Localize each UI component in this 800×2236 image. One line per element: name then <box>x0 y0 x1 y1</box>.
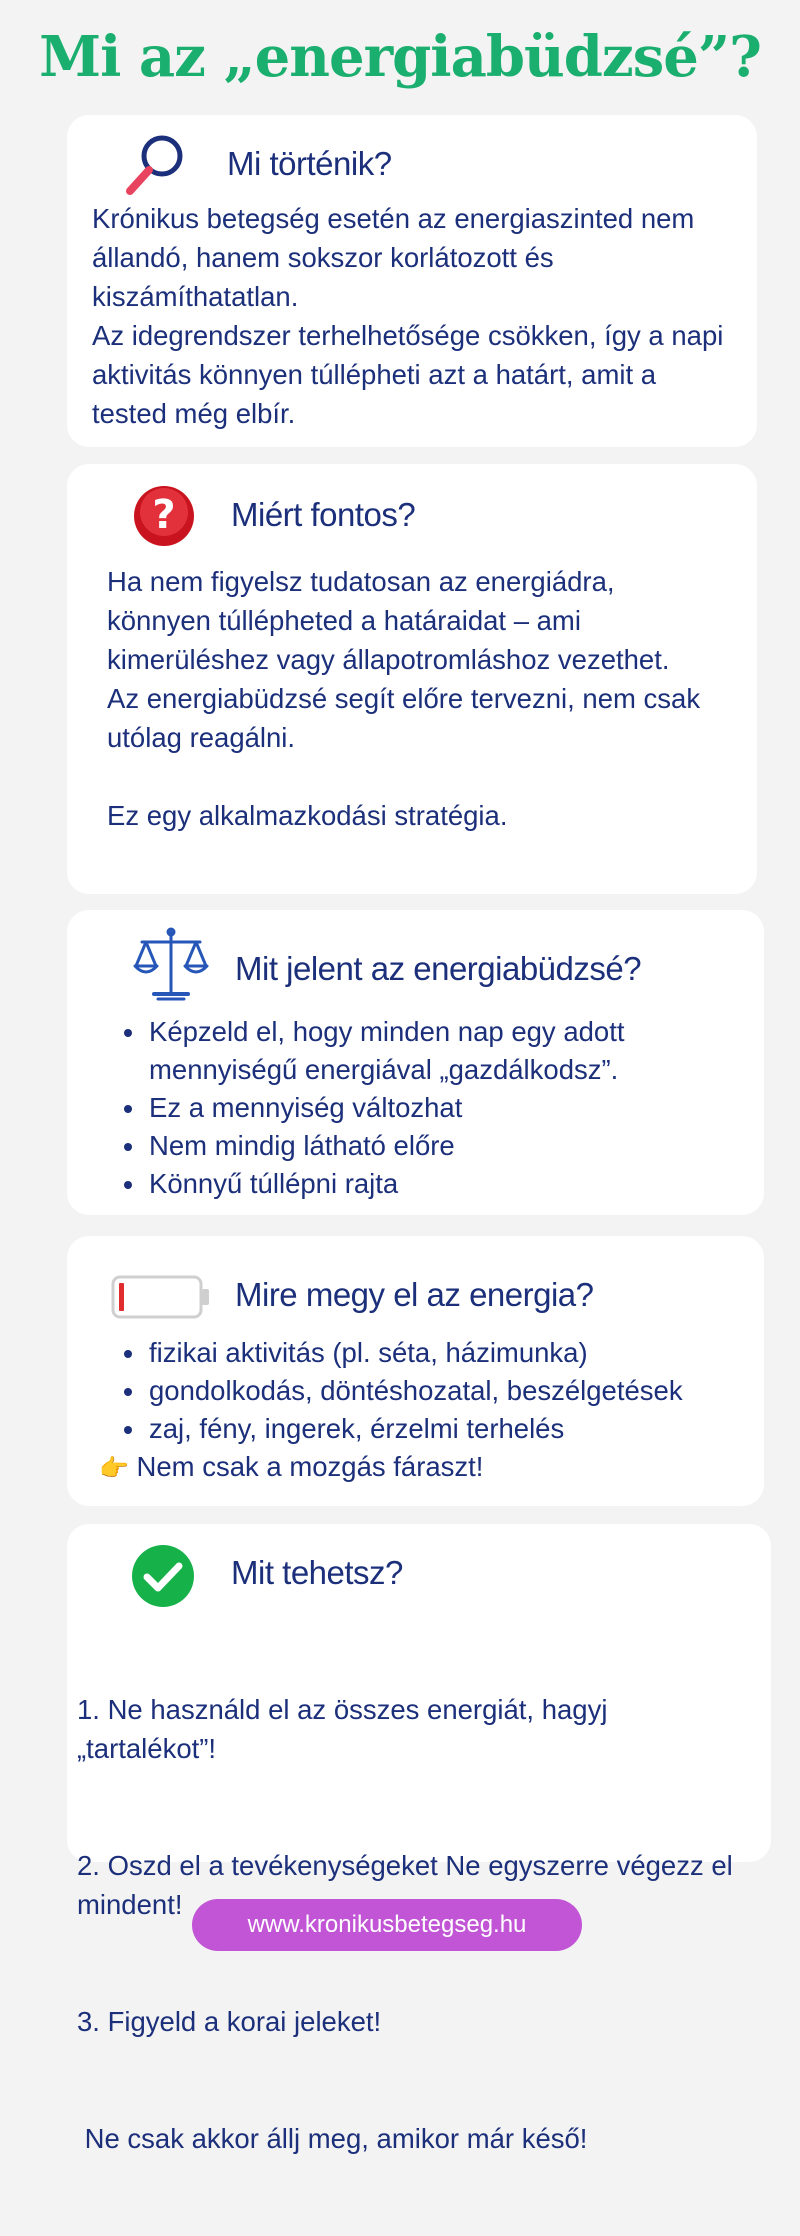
list-item: • zaj, fény, ingerek, érzelmi terhelés <box>147 1410 787 1448</box>
low-battery-icon <box>111 1274 211 1320</box>
list-item: • Nem mindig látható előre <box>147 1127 747 1165</box>
numbered-item: Ne csak akkor állj meg, amikor már késő! <box>77 2123 588 2154</box>
card-heading: Miért fontos? <box>231 496 416 533</box>
card-why-important <box>67 464 757 894</box>
bullet-list <box>117 1334 787 1448</box>
check-circle-icon <box>131 1544 195 1608</box>
paragraph: Az energiabüdzsé segít előre tervezni, nem csak utólag reagálni. <box>107 683 701 753</box>
card-heading: Mi történik? <box>227 145 392 182</box>
card-heading: Mire megy el az energia? <box>235 1276 594 1313</box>
list-item: • fizikai aktivitás (pl. séta, házimunka) <box>147 1334 787 1372</box>
balance-scale-icon <box>132 924 210 1002</box>
numbered-item: 1. Ne használd el az összes energiát, hagyj „tartalékot”! <box>77 1694 616 1764</box>
svg-text:?: ? <box>152 492 176 538</box>
card-what-happens <box>67 115 757 447</box>
card-body <box>107 562 717 835</box>
paragraph: Ez egy alkalmazkodási stratégia. <box>107 800 508 831</box>
list-item: • Könnyű túllépni rajta <box>147 1165 747 1203</box>
magnifier-icon <box>122 133 184 199</box>
list-item: • Ez a mennyiség változhat <box>147 1089 747 1127</box>
card-what-it-means <box>67 910 764 1215</box>
list-item: • Képzeld el, hogy minden nap egy adott mennyiségű energiával „gazdálkodsz”. <box>147 1013 747 1089</box>
card-heading: Mit jelent az energiabüdzsé? <box>235 950 642 987</box>
note <box>99 1448 483 1488</box>
card-body <box>92 199 732 433</box>
numbered-item: 2. Oszd el a tevékenységeket Ne egyszerre végezz el mindent! <box>77 1850 741 1920</box>
paragraph: Ha nem figyelsz tudatosan az energiádra, könnyen túllépheted a határaidat – ami kimerüléshez vagy állapotromláshoz vezethet. <box>107 566 670 675</box>
pointing-hand-icon: 👉 <box>99 1455 129 1482</box>
list-item: • gondolkodás, döntéshozatal, beszélgetések <box>147 1372 787 1410</box>
note-text: Nem csak a mozgás fáraszt! <box>136 1451 484 1482</box>
website-link[interactable]: www.kronikusbetegseg.hu <box>192 1899 582 1951</box>
card-heading: Mit tehetsz? <box>231 1554 403 1591</box>
paragraph: Krónikus betegség esetén az energiaszinted nem állandó, hanem sokszor korlátozott és kiszámíthatatlan. <box>92 203 695 312</box>
numbered-item: 3. Figyeld a korai jeleket! <box>77 2006 382 2037</box>
card-where-energy-goes <box>67 1236 764 1506</box>
paragraph: Az idegrendszer terhelhetősége csökken, így a napi aktivitás könnyen túllépheti azt a határt, amit a tested még elbír. <box>92 320 724 429</box>
question-mark-icon <box>132 484 196 548</box>
bullet-list <box>117 1013 747 1203</box>
page-title: Mi az „energiabüdzsé”? <box>39 24 761 90</box>
